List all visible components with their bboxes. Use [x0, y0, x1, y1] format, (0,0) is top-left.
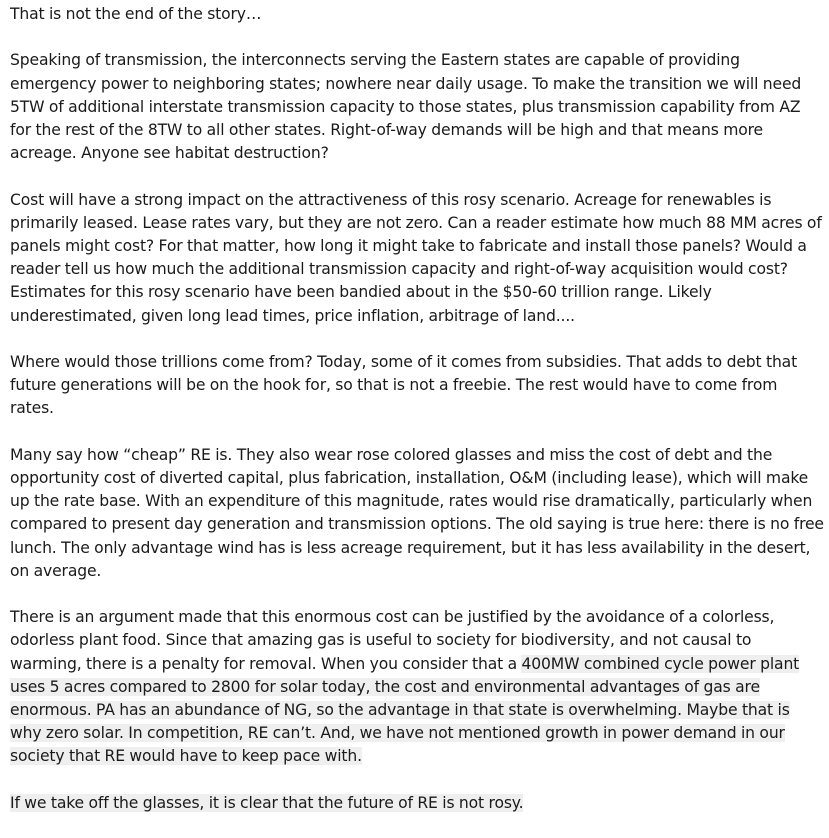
paragraph-cheap-re: Many say how “cheap” RE is. They also wear rose colored glasses and miss the cost of debt and the opportunity cost of diverted capital, plus fabrication, installation, O&M (including lease), which will make up the rate base. With an expenditure of this magnitude, rates would rise dramatically, particularly when compared to present day generation and transmission options. The old saying is true here: there is no free lunch. The only advantage wind has is less acreage requirement, but it has less availability in the desert, on average.: [10, 445, 824, 580]
paragraph-intro: That is not the end of the story…: [10, 5, 262, 23]
closing-highlighted-text: If we take off the glasses, it is clear that the future of RE is not rosy.: [10, 793, 524, 812]
argument-highlighted-text: 400MW combined cycle power plant uses 5 acres compared to 2800 for solar today, the cost and environmental advantages of gas are enormous. PA has an abundance of NG, so the advantage in that state is overwhelming. Maybe that is why zero solar. In competition, RE can’t. And, we have not mentioned growth in power demand in our society that RE would have to keep pace with.: [10, 654, 800, 766]
document-body: [10, 3, 825, 838]
paragraph-closing: [10, 792, 825, 815]
argument-text: There is an argument made that this enormous cost can be justified by the avoidance of a colorless, odorless plant food. Since that amazing gas is useful to society for biodiversity, and not causal to warming, there is a penalty for removal. When you consider that a: [10, 608, 775, 673]
paragraph-transmission: Speaking of transmission, the interconnects serving the Eastern states are capable of providing emergency power to neighboring states; nowhere near daily usage. To make the transition we will need 5TW of additional interstate transmission capacity to those states, plus transmission capability from AZ for the rest of the 8TW to all other states. Right-of-way demands will be high and that means more acreage. Anyone see habitat destruction?: [10, 51, 802, 163]
paragraph-argument: [10, 606, 825, 768]
paragraph-trillions: Where would those trillions come from? Today, some of it comes from subsidies. That adds to debt that future generations will be on the hook for, so that is not a freebie. The rest would have to come from rates.: [10, 353, 798, 418]
paragraph-cost: Cost will have a strong impact on the attractiveness of this rosy scenario. Acreage for renewables is primarily leased. Lease rates vary, but they are not zero. Can a reader estimate how much 88 MM acres of panels might cost? For that matter, how long it might take to fabricate and install those panels? Would a reader tell us how much the additional transmission capacity and right-of-way acquisition would cost? Estimates for this rosy scenario have been bandied about in the $50-60 trillion range. Likely underestimated, given long lead times, price inflation, arbitrage of land....: [10, 190, 822, 325]
